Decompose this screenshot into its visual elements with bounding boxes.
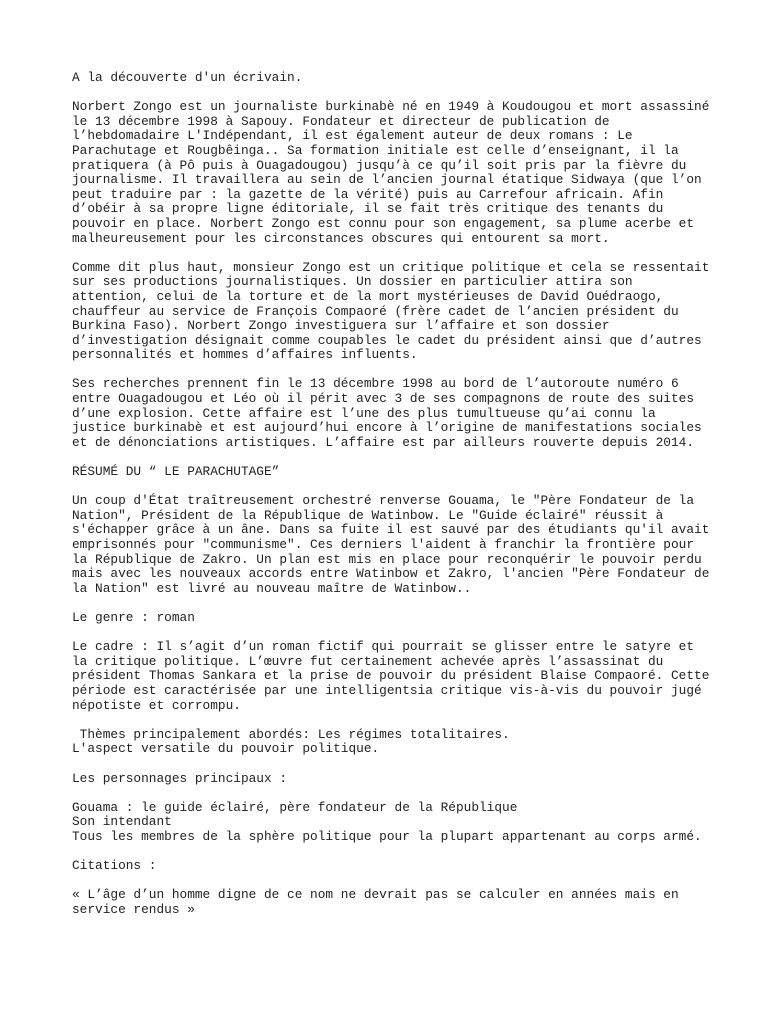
text-line: justice burkinabè et est aujourd’hui encore à l’origine de manifestations sociales bbox=[72, 420, 702, 436]
text-line: la Nation" est livré au nouveau maître de Watinbow.. bbox=[72, 580, 472, 596]
text-line: « L’âge d’un homme digne de ce nom ne devrait pas se calculer en années mais en bbox=[72, 887, 679, 903]
text-line: Un coup d'État traîtreusement orchestré renverse Gouama, le "Père Fondateur de la bbox=[72, 493, 695, 509]
text-line: A la découverte d'un écrivain. bbox=[72, 70, 303, 85]
text-line: népotiste et corrompu. bbox=[72, 697, 241, 713]
text-line: pouvoir en place. Norbert Zongo est connu pour son engagement, sa plume acerbe et bbox=[72, 215, 695, 231]
text-line: période est caractérisée par une intelligentsia critique vis-à-vis du pouvoir jugé bbox=[72, 682, 702, 698]
text-line: RÉSUMÉ DU “ LE PARACHUTAGE” bbox=[72, 464, 280, 480]
text-line: Les personnages principaux : bbox=[72, 770, 288, 786]
text-line: Gouama : le guide éclairé, père fondateur de la République bbox=[72, 799, 518, 815]
text-line: emprisonnés pour "communisme". Ces derniers l'aident à franchir la frontière pour bbox=[72, 537, 695, 552]
text-line: attention, celui de la torture et de la mort mystérieuses de David Ouédraogo, bbox=[72, 288, 664, 304]
investigation-paragraph bbox=[72, 261, 712, 363]
text-line: la République de Zakro. Un plan est mis en place pour reconquérir le pouvoir perdu bbox=[72, 551, 702, 567]
text-line: peut traduire par : la gazette de la vérité) puis au Carrefour africain. Afin bbox=[72, 186, 664, 202]
text-line: Tous les membres de la sphère politique pour la plupart appartenant au corps armé. bbox=[72, 828, 702, 844]
summary-heading bbox=[72, 465, 712, 480]
text-line: L'aspect versatile du pouvoir politique. bbox=[72, 741, 380, 757]
text-line: la critique politique. L’œuvre fut certainement achevée après l’assassinat du bbox=[72, 653, 664, 669]
text-line: d’investigation désignait comme coupables le cadet du président ainsi que d’autres bbox=[72, 332, 702, 348]
text-line: entre Ouagadougou et Léo où il périt avec 3 de ses compagnons de route des suites bbox=[72, 391, 695, 407]
text-line: le 13 décembre 1998 à Sapouy. Fondateur et directeur de publication de bbox=[72, 113, 610, 129]
text-line: Son intendant bbox=[72, 814, 172, 830]
text-line: Nation", Président de la République de Watinbow. Le "Guide éclairé" réussit à bbox=[72, 507, 664, 523]
themes-paragraph bbox=[72, 728, 712, 757]
text-line: Citations : bbox=[72, 858, 157, 874]
text-line: chauffeur au service de François Compaoré (frère cadet de l’ancien président du bbox=[72, 303, 679, 319]
text-line: Burkina Faso). Norbert Zongo investiguera sur l’affaire et son dossier bbox=[72, 318, 610, 334]
document-page bbox=[72, 71, 712, 932]
text-line: personnalités et hommes d’affaires influents. bbox=[72, 347, 418, 363]
intro-heading bbox=[72, 71, 712, 86]
text-line: service rendus » bbox=[72, 901, 195, 917]
text-line: journalisme. Il travaillera au sein de l’ancien journal étatique Sidwaya (que l’on bbox=[72, 172, 702, 188]
text-line: Ses recherches prennent fin le 13 décembre 1998 au bord de l’autoroute numéro 6 bbox=[72, 376, 679, 392]
text-line: pratiquera (à Pô puis à Ouagadougou) jusqu’à ce qu’il soit pris par la fièvre du bbox=[72, 157, 687, 173]
text-line: d’une explosion. Cette affaire est l’une des plus tumultueuse qu’ai connu la bbox=[72, 405, 656, 421]
text-line: d’obéir à sa propre ligne éditoriale, il se fait très critique des tenants du bbox=[72, 201, 664, 217]
setting-paragraph bbox=[72, 640, 712, 713]
characters-heading bbox=[72, 772, 712, 787]
text-line: s'échapper grâce à un âne. Dans sa fuite il est sauvé par des étudiants qu'il avait bbox=[72, 522, 710, 538]
summary-paragraph bbox=[72, 494, 712, 596]
biography-paragraph bbox=[72, 100, 712, 246]
quotes-heading bbox=[72, 859, 712, 874]
text-line: président Thomas Sankara et la prise de pouvoir du président Blaise Compaoré. Cette bbox=[72, 668, 710, 684]
genre-line bbox=[72, 611, 712, 626]
text-line: Thèmes principalement abordés: Les régimes totalitaires. bbox=[72, 726, 510, 742]
characters-list bbox=[72, 801, 712, 845]
text-line: mais avec les nouveaux accords entre Watinbow et Zakro, l'ancien "Père Fondateur de bbox=[72, 566, 710, 582]
text-line: l’hebdomadaire L'Indépendant, il est également auteur de deux romans : Le bbox=[72, 128, 633, 144]
text-line: Le cadre : Il s’agit d’un roman fictif qui pourrait se glisser entre le satyre et bbox=[72, 639, 695, 655]
text-line: et de dénonciations artistiques. L’affaire est par ailleurs rouverte depuis 2014. bbox=[72, 434, 695, 450]
text-line: Parachutage et Rougbêinga.. Sa formation initiale est celle d’enseignant, il la bbox=[72, 142, 679, 158]
text-line: Norbert Zongo est un journaliste burkinabè né en 1949 à Koudougou et mort assassiné bbox=[72, 99, 710, 115]
death-paragraph bbox=[72, 377, 712, 450]
quote-paragraph bbox=[72, 888, 712, 917]
text-line: sur ses productions journalistiques. Un dossier en particulier attira son bbox=[72, 274, 633, 290]
text-line: Le genre : roman bbox=[72, 609, 195, 625]
text-line: malheureusement pour les circonstances obscures qui entourent sa mort. bbox=[72, 230, 610, 246]
text-line: Comme dit plus haut, monsieur Zongo est un critique politique et cela se ressentait bbox=[72, 259, 710, 275]
